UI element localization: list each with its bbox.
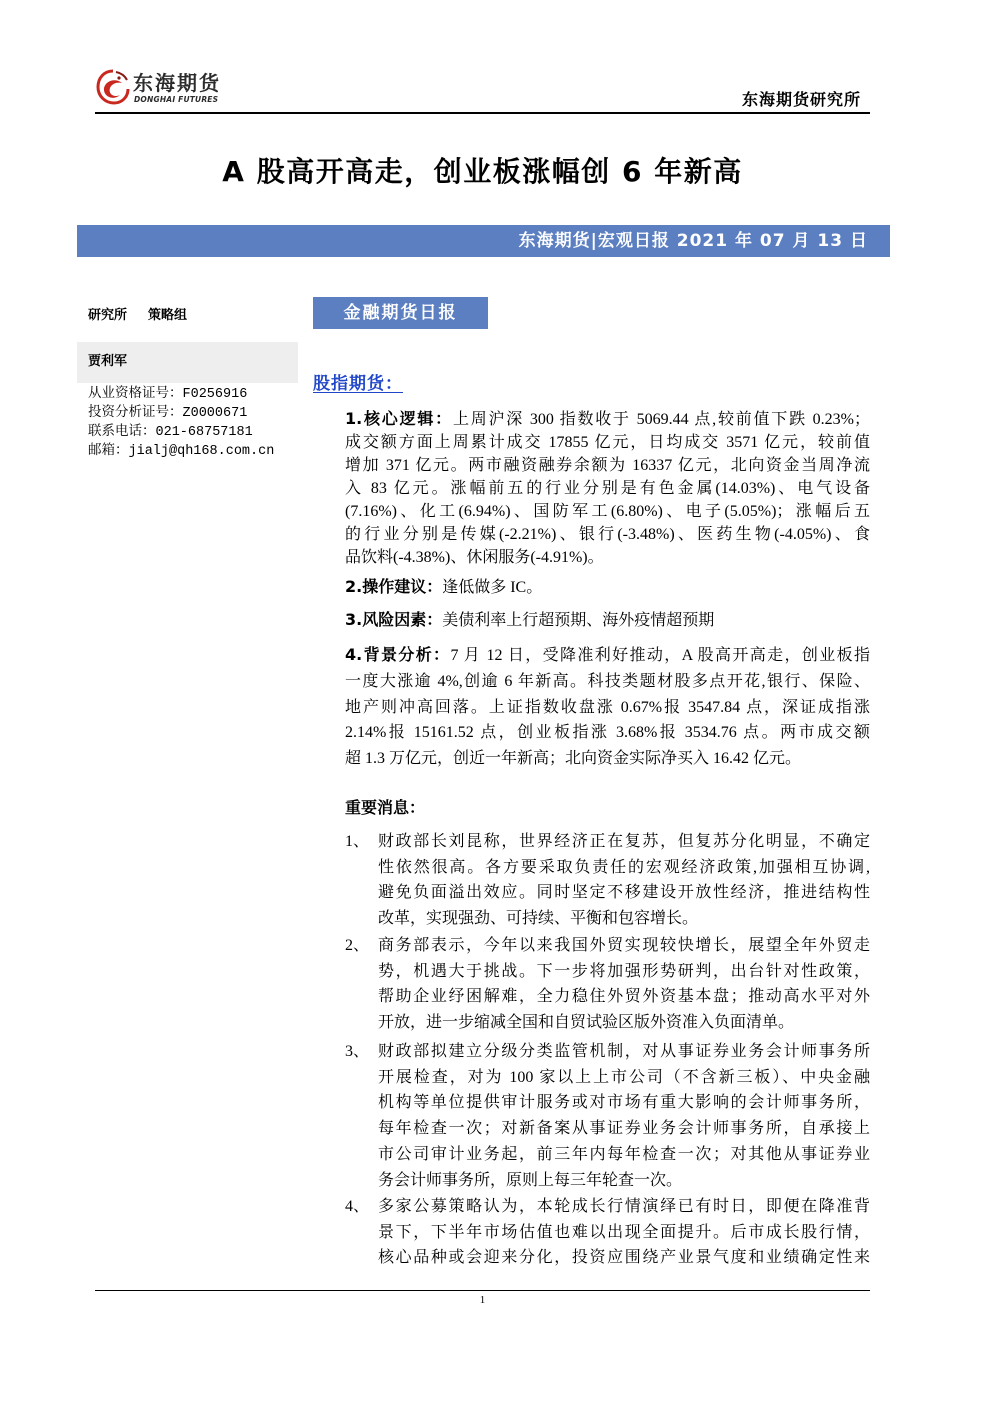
news-line: 财政部长刘昆称，世界经济正在复苏，但复苏分化明显，不确定 bbox=[378, 833, 870, 850]
report-type-tag: 金融期货日报 bbox=[313, 297, 488, 329]
risk-factors-label: 3.风险因素： bbox=[345, 610, 443, 629]
news-heading: 重要消息： bbox=[345, 798, 426, 817]
page-number: 1 bbox=[479, 1294, 486, 1306]
logo-name: 东海期货 bbox=[133, 71, 221, 95]
operation-advice bbox=[345, 576, 870, 599]
section-heading: 股指期货： bbox=[313, 374, 403, 394]
news-line: 帮助企业纾困解难，全力稳住外贸外资基本盘；推动高水平对外 bbox=[378, 988, 870, 1006]
news-item-text bbox=[378, 829, 870, 932]
news-line: 开展检查，对为 100 家以上上市公司（不含新三板）、中央金融 bbox=[378, 1068, 870, 1086]
paragraph-line: 成交额方面上周累计成交 17855 亿元，日均成交 3571 亿元，较前值 bbox=[345, 434, 870, 451]
news-line: 势，机遇大于挑战。下一步将加强形势研判，出台针对性政策， bbox=[378, 962, 870, 980]
paragraph-line bbox=[345, 407, 870, 431]
paragraph-line: 入 83 亿元。涨幅前五的行业分别是有色金属(14.03%)、电气设备 bbox=[345, 480, 870, 497]
news-line: 多家公募策略认为，本轮成长行情演绎已有时日，即便在降准背 bbox=[378, 1198, 870, 1215]
news-item-number: 2、 bbox=[345, 937, 370, 954]
sidebar-department: 研究所 bbox=[88, 308, 128, 323]
news-line: 改革，实现强劲、可持续、平衡和包容增长。 bbox=[378, 910, 699, 928]
analyst-qualification-number: 从业资格证号：F0256916 bbox=[88, 387, 248, 402]
paragraph-line: 超 1.3 万亿元，创近一年新高；北向资金实际净买入 16.42 亿元。 bbox=[345, 750, 802, 767]
core-logic-text: 上周沪深 300 指数收于 5069.44 点,较前值下跌 0.23%； bbox=[452, 411, 870, 428]
analyst-name: 贾利军 bbox=[88, 354, 128, 369]
institute-name: 东海期货研究所 bbox=[742, 90, 862, 109]
operation-advice-text: 逢低做多 IC。 bbox=[442, 579, 543, 596]
operation-advice-label: 2.操作建议： bbox=[345, 577, 443, 596]
paragraph-line: 地产则冲高回落。上证指数收盘涨 0.67%报 3547.84 点，深证成指涨 bbox=[345, 698, 870, 716]
news-line: 务会计师事务所，原则上每三年轮查一次。 bbox=[378, 1171, 683, 1189]
background-analysis-label: 4.背景分析： bbox=[345, 645, 451, 664]
analyst-email: 邮箱：jialj@qh168.com.cn bbox=[88, 444, 275, 459]
news-line: 景下，下半年市场估值也难以出现全面提升。后市成长股行情， bbox=[378, 1223, 870, 1241]
news-line: 开放，进一步缩减全国和自贸试验区版外资准入负面清单。 bbox=[378, 1014, 795, 1032]
news-item-number: 4、 bbox=[345, 1198, 370, 1215]
analyst-analysis-number: 投资分析证号：Z0000671 bbox=[88, 406, 248, 421]
sidebar-group: 策略组 bbox=[148, 308, 188, 323]
news-item-number: 1、 bbox=[345, 833, 370, 850]
background-analysis-text: 7 月 12 日，受降准利好推动，A 股高开高走，创业板指 bbox=[450, 647, 870, 664]
report-banner bbox=[77, 225, 890, 257]
paragraph-line: (7.16%)、化工(6.94%)、国防军工(6.80%)、电子(5.05%)；涨幅后五 bbox=[345, 503, 870, 520]
donghai-swirl-logo-icon bbox=[96, 68, 130, 106]
news-item-text bbox=[378, 1039, 870, 1193]
paragraph-line: 2.14%报 15161.52 点，创业板指涨 3.68%报 3534.76 点。两市成交额 bbox=[345, 724, 870, 742]
news-line: 性依然很高。各方要采取负责任的宏观经济政策,加强相互协调, bbox=[378, 858, 870, 876]
news-line: 避免负面溢出效应。同时坚定不移建设开放性经济，推进结构性 bbox=[378, 884, 870, 902]
news-line: 财政部拟建立分级分类监管机制，对从事证券业务会计师事务所 bbox=[378, 1043, 870, 1060]
news-line: 市公司审计业务起，前三年内每年检查一次；对其他从事证券业 bbox=[378, 1145, 870, 1163]
core-logic-paragraph bbox=[345, 407, 870, 569]
paragraph-line bbox=[345, 642, 870, 669]
paragraph-line: 的行业分别是传媒(-2.21%)、银行(-3.48%)、医药生物(-4.05%)、食 bbox=[345, 526, 870, 543]
risk-factors-text: 美债利率上行超预期、海外疫情超预期 bbox=[442, 612, 715, 629]
paragraph-line: 品饮料(-4.38%)、休闲服务(-4.91%)。 bbox=[345, 549, 604, 566]
analyst-phone: 联系电话：021-68757181 bbox=[88, 425, 253, 440]
news-line: 每年检查一次；对新备案从事证券业务会计师事务所，自承接上 bbox=[378, 1120, 870, 1138]
paragraph-line: 增加 371 亿元。两市融资融券余额为 16337 亿元，北向资金当周净流 bbox=[345, 457, 870, 474]
header-divider bbox=[95, 112, 870, 114]
banner-text: 东海期货|宏观日报 2021 年 07 月 13 日 bbox=[518, 231, 868, 251]
risk-factors bbox=[345, 609, 870, 632]
news-line: 商务部表示，今年以来我国外贸实现较快增长，展望全年外贸走 bbox=[378, 937, 870, 954]
news-item-text bbox=[378, 1194, 870, 1271]
core-logic-label: 1.核心逻辑： bbox=[345, 409, 453, 428]
footer-divider bbox=[95, 1290, 870, 1291]
analyst-details bbox=[88, 385, 274, 461]
background-analysis-paragraph bbox=[345, 642, 870, 772]
news-line: 机构等单位提供审计服务或对市场有重大影响的会计师事务所， bbox=[378, 1094, 870, 1112]
news-item-number: 3、 bbox=[345, 1043, 370, 1060]
paragraph-line: 一度大涨逾 4%,创逾 6 年新高。科技类题材股多点开花,银行、保险、 bbox=[345, 672, 870, 690]
news-line: 核心品种或会迎来分化，投资应围绕产业景气度和业绩确定性来 bbox=[378, 1249, 870, 1267]
report-title: A 股高开高走，创业板涨幅创 6 年新高 bbox=[222, 155, 743, 188]
news-item-text bbox=[378, 933, 870, 1036]
logo-english-name: DONGHAI FUTURES bbox=[134, 95, 219, 104]
